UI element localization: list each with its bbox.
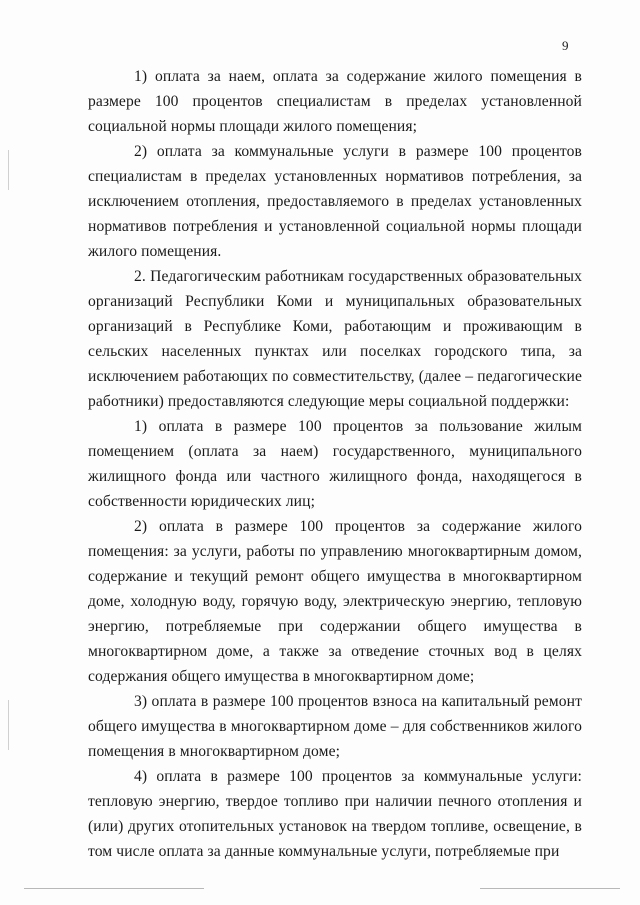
scan-artifact-line — [480, 888, 620, 889]
scan-artifact-line — [24, 888, 204, 889]
paragraph-3: 2. Педагогическим работникам государственных образовательных организаций Республики Коми и муниципальных образовательных организаций в Республике Коми, работающим и проживающим в сельских населенных пунктах или поселках городского типа, за исключением работающих по совместительству, (далее – педагогические работники) предоставляются следующие меры социальной поддержки: — [88, 268, 582, 410]
paragraph-2: 2) оплата за коммунальные услуги в размере 100 процентов специалистам в пределах установленных нормативов потребления, за исключением отопления, предоставляемого в пределах установленных нормативов потребления и установленной социальной нормы площади жилого помещения. — [88, 143, 582, 260]
paragraph-4: 1) оплата в размере 100 процентов за пользование жилым помещением (оплата за наем) государственного, муниципального жилищного фонда или частного жилищного фонда, находящегося в собственности юридических лиц; — [88, 418, 582, 510]
paragraph-5: 2) оплата в размере 100 процентов за содержание жилого помещения: за услуги, работы по управлению многоквартирным домом, содержание и текущий ремонт общего имущества в многоквартирном доме, холодную воду, горячую воду, электрическую энергию, тепловую энергию, потребляемые при содержании общего имущества в многоквартирном доме, а также за отведение сточных вод в целях содержания общего имущества в многоквартирном доме; — [88, 518, 582, 685]
paragraph-7: 4) оплата в размере 100 процентов за коммунальные услуги: тепловую энергию, твердое топливо при наличии печного отопления и (или) других отопительных установок на твердом топливе, освещение, в том числе оплата за данные коммунальные услуги, потребляемые при — [88, 768, 582, 860]
document-body — [88, 64, 582, 864]
paragraph-1: 1) оплата за наем, оплата за содержание жилого помещения в размере 100 процентов специалистам в пределах установленной социальной нормы площади жилого помещения; — [88, 68, 582, 135]
paragraph-6: 3) оплата в размере 100 процентов взноса на капитальный ремонт общего имущества в многоквартирном доме – для собственников жилого помещения в многоквартирном доме; — [88, 693, 582, 760]
scan-artifact-mark — [8, 700, 9, 750]
scan-artifact-mark — [8, 150, 9, 190]
page-number: 9 — [562, 38, 569, 53]
